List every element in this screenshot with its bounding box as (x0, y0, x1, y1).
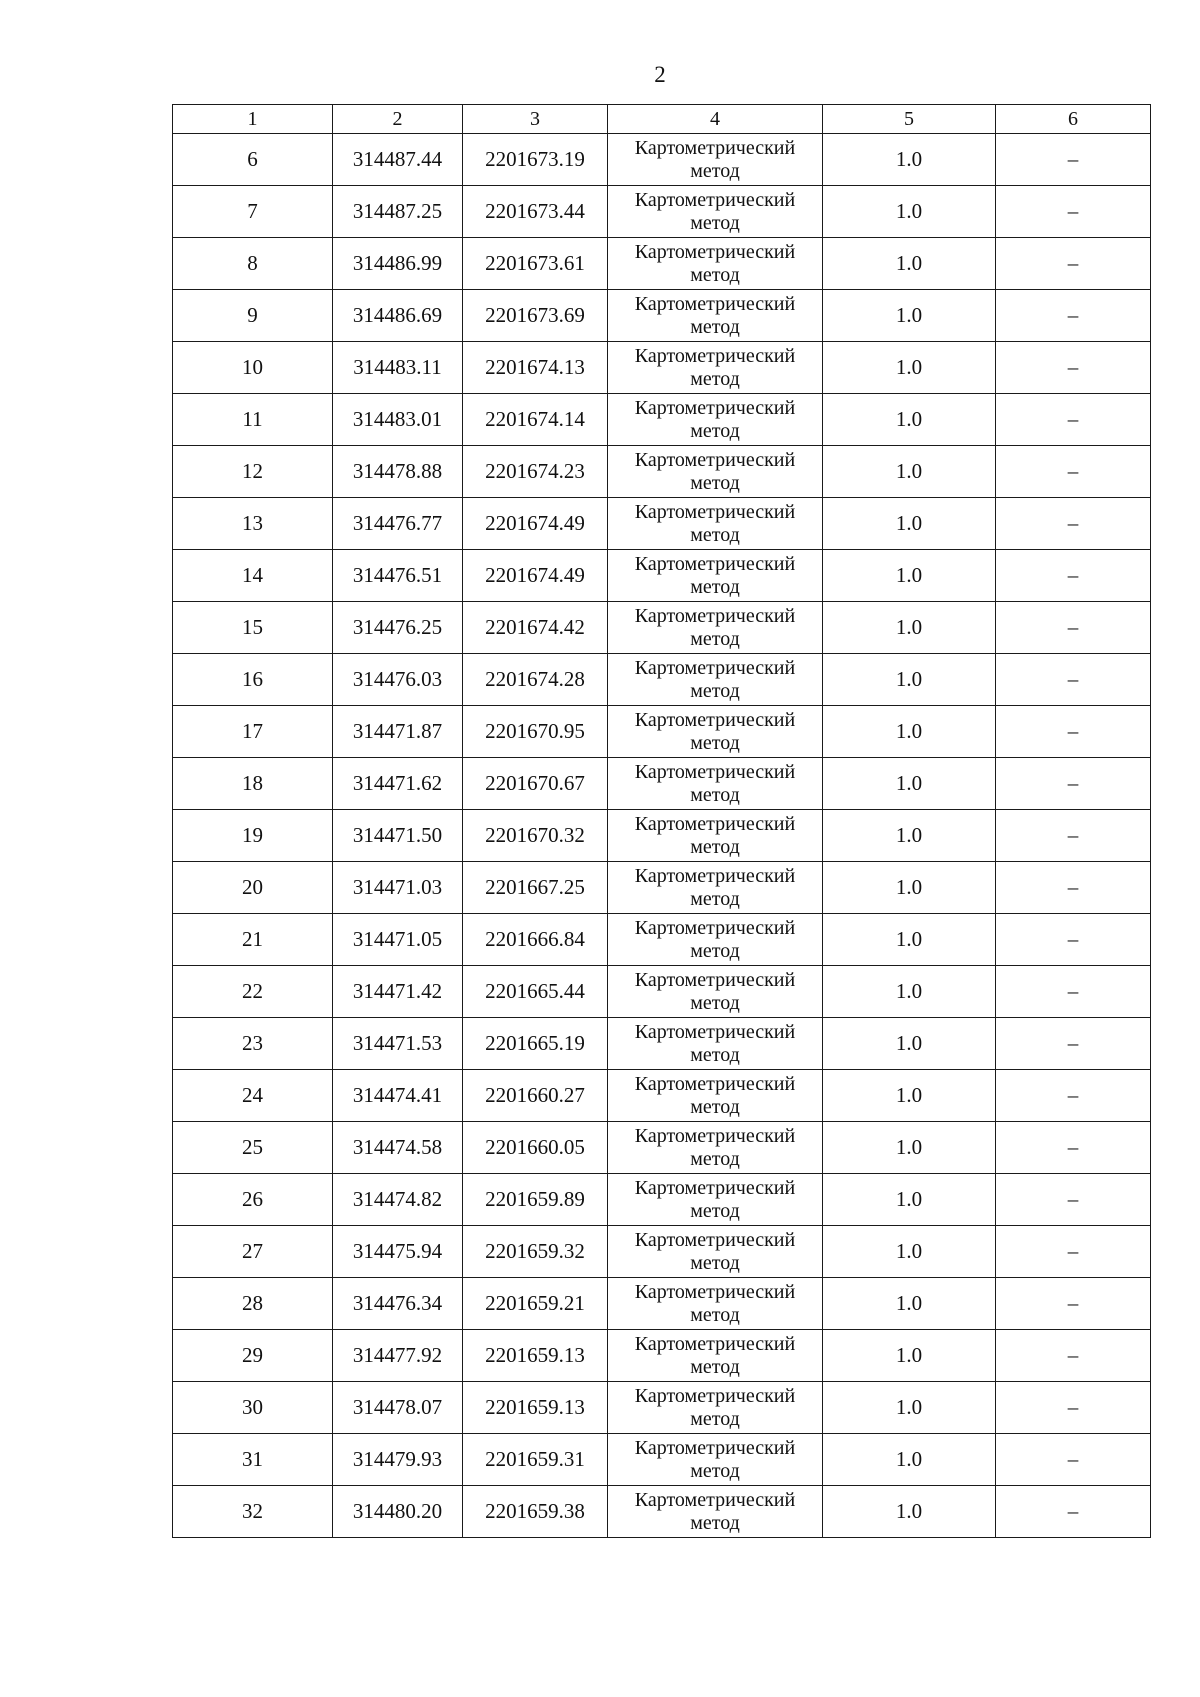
method-label-line1: Картометрический (634, 500, 796, 523)
method-label-line2: метод (690, 263, 740, 286)
coord-y-cell: 2201659.13 (463, 1382, 608, 1434)
note-cell: – (996, 1486, 1151, 1538)
table-row (173, 446, 1151, 498)
method-label-line1: Картометрический (634, 136, 796, 159)
table-row (173, 1122, 1151, 1174)
note-cell: – (996, 914, 1151, 966)
method-cell (608, 1382, 823, 1434)
table-row (173, 1226, 1151, 1278)
coord-y-cell: 2201674.13 (463, 342, 608, 394)
point-number-cell: 11 (173, 394, 333, 446)
coord-y-cell: 2201673.44 (463, 186, 608, 238)
coord-x-cell: 314471.05 (333, 914, 463, 966)
method-label-line1: Картометрический (634, 396, 796, 419)
method-label-line1: Картометрический (634, 1280, 796, 1303)
method-label-line2: метод (690, 731, 740, 754)
coordinates-table (172, 104, 1151, 1538)
point-number-cell: 6 (173, 134, 333, 186)
coord-x-cell: 314471.50 (333, 810, 463, 862)
coord-x-cell: 314486.69 (333, 290, 463, 342)
method-cell (608, 498, 823, 550)
method-label-line1: Картометрический (634, 812, 796, 835)
method-label-line2: метод (690, 1355, 740, 1378)
method-label-line2: метод (690, 367, 740, 390)
accuracy-cell: 1.0 (823, 1018, 996, 1070)
point-number-cell: 26 (173, 1174, 333, 1226)
method-cell (608, 1226, 823, 1278)
coord-y-cell: 2201674.14 (463, 394, 608, 446)
coord-y-cell: 2201660.05 (463, 1122, 608, 1174)
coord-x-cell: 314478.07 (333, 1382, 463, 1434)
method-label-line1: Картометрический (634, 1228, 796, 1251)
method-cell (608, 966, 823, 1018)
coord-x-cell: 314475.94 (333, 1226, 463, 1278)
point-number-cell: 8 (173, 238, 333, 290)
coord-y-cell: 2201659.21 (463, 1278, 608, 1330)
method-label-line1: Картометрический (634, 604, 796, 627)
coord-y-cell: 2201659.13 (463, 1330, 608, 1382)
column-header: 3 (463, 105, 608, 134)
method-label-line2: метод (690, 1407, 740, 1430)
coord-x-cell: 314474.41 (333, 1070, 463, 1122)
method-label-line2: метод (690, 471, 740, 494)
coord-y-cell: 2201674.49 (463, 498, 608, 550)
accuracy-cell: 1.0 (823, 706, 996, 758)
table-row (173, 1330, 1151, 1382)
method-label-line2: метод (690, 1199, 740, 1222)
coord-x-cell: 314471.42 (333, 966, 463, 1018)
coord-y-cell: 2201674.49 (463, 550, 608, 602)
point-number-cell: 12 (173, 446, 333, 498)
note-cell: – (996, 1434, 1151, 1486)
coord-x-cell: 314476.77 (333, 498, 463, 550)
method-cell (608, 1486, 823, 1538)
point-number-cell: 23 (173, 1018, 333, 1070)
point-number-cell: 29 (173, 1330, 333, 1382)
method-cell (608, 1018, 823, 1070)
note-cell: – (996, 758, 1151, 810)
point-number-cell: 30 (173, 1382, 333, 1434)
point-number-cell: 22 (173, 966, 333, 1018)
column-header: 1 (173, 105, 333, 134)
coord-y-cell: 2201673.19 (463, 134, 608, 186)
method-cell (608, 1434, 823, 1486)
point-number-cell: 9 (173, 290, 333, 342)
coord-x-cell: 314471.87 (333, 706, 463, 758)
point-number-cell: 15 (173, 602, 333, 654)
coord-x-cell: 314471.62 (333, 758, 463, 810)
accuracy-cell: 1.0 (823, 1122, 996, 1174)
method-cell (608, 862, 823, 914)
note-cell: – (996, 550, 1151, 602)
point-number-cell: 13 (173, 498, 333, 550)
note-cell: – (996, 1174, 1151, 1226)
accuracy-cell: 1.0 (823, 914, 996, 966)
coord-x-cell: 314486.99 (333, 238, 463, 290)
point-number-cell: 31 (173, 1434, 333, 1486)
note-cell: – (996, 290, 1151, 342)
method-label-line2: метод (690, 991, 740, 1014)
method-cell (608, 810, 823, 862)
method-label-line1: Картометрический (634, 1176, 796, 1199)
column-header: 6 (996, 105, 1151, 134)
table-row (173, 1018, 1151, 1070)
coord-y-cell: 2201659.89 (463, 1174, 608, 1226)
method-cell (608, 394, 823, 446)
table-row (173, 550, 1151, 602)
table-row (173, 1486, 1151, 1538)
method-label-line1: Картометрический (634, 344, 796, 367)
coord-x-cell: 314476.51 (333, 550, 463, 602)
table-row (173, 342, 1151, 394)
table-row (173, 1382, 1151, 1434)
method-cell (608, 238, 823, 290)
note-cell: – (996, 1330, 1151, 1382)
point-number-cell: 20 (173, 862, 333, 914)
note-cell: – (996, 342, 1151, 394)
table-row (173, 914, 1151, 966)
column-header: 4 (608, 105, 823, 134)
note-cell: – (996, 238, 1151, 290)
coord-y-cell: 2201670.67 (463, 758, 608, 810)
note-cell: – (996, 654, 1151, 706)
method-label-line2: метод (690, 783, 740, 806)
table-row (173, 810, 1151, 862)
coord-y-cell: 2201665.19 (463, 1018, 608, 1070)
method-label-line1: Картометрический (634, 1488, 796, 1511)
point-number-cell: 25 (173, 1122, 333, 1174)
table-row (173, 134, 1151, 186)
coord-y-cell: 2201674.23 (463, 446, 608, 498)
coord-y-cell: 2201673.69 (463, 290, 608, 342)
coord-x-cell: 314477.92 (333, 1330, 463, 1382)
method-label-line1: Картометрический (634, 448, 796, 471)
method-cell (608, 706, 823, 758)
method-cell (608, 186, 823, 238)
coord-y-cell: 2201659.32 (463, 1226, 608, 1278)
point-number-cell: 28 (173, 1278, 333, 1330)
table-row (173, 966, 1151, 1018)
accuracy-cell: 1.0 (823, 342, 996, 394)
accuracy-cell: 1.0 (823, 1174, 996, 1226)
coord-y-cell: 2201674.28 (463, 654, 608, 706)
method-label-line1: Картометрический (634, 656, 796, 679)
accuracy-cell: 1.0 (823, 758, 996, 810)
method-cell (608, 1330, 823, 1382)
coord-y-cell: 2201674.42 (463, 602, 608, 654)
note-cell: – (996, 1226, 1151, 1278)
method-cell (608, 1070, 823, 1122)
method-label-line1: Картометрический (634, 1072, 796, 1095)
method-label-line2: метод (690, 211, 740, 234)
accuracy-cell: 1.0 (823, 966, 996, 1018)
coord-x-cell: 314483.01 (333, 394, 463, 446)
method-cell (608, 1278, 823, 1330)
coord-y-cell: 2201660.27 (463, 1070, 608, 1122)
method-label-line1: Картометрический (634, 968, 796, 991)
accuracy-cell: 1.0 (823, 1070, 996, 1122)
coord-x-cell: 314487.25 (333, 186, 463, 238)
method-label-line1: Картометрический (634, 188, 796, 211)
note-cell: – (996, 810, 1151, 862)
note-cell: – (996, 394, 1151, 446)
note-cell: – (996, 862, 1151, 914)
method-label-line1: Картометрический (634, 292, 796, 315)
method-label-line2: метод (690, 523, 740, 546)
note-cell: – (996, 1382, 1151, 1434)
method-label-line1: Картометрический (634, 1020, 796, 1043)
coord-x-cell: 314487.44 (333, 134, 463, 186)
method-label-line1: Картометрический (634, 552, 796, 575)
coord-x-cell: 314476.25 (333, 602, 463, 654)
column-header: 5 (823, 105, 996, 134)
accuracy-cell: 1.0 (823, 550, 996, 602)
table-row (173, 498, 1151, 550)
accuracy-cell: 1.0 (823, 862, 996, 914)
point-number-cell: 16 (173, 654, 333, 706)
method-cell (608, 342, 823, 394)
point-number-cell: 21 (173, 914, 333, 966)
method-label-line2: метод (690, 419, 740, 442)
page-number: 2 (654, 62, 666, 87)
coord-x-cell: 314479.93 (333, 1434, 463, 1486)
accuracy-cell: 1.0 (823, 602, 996, 654)
accuracy-cell: 1.0 (823, 1434, 996, 1486)
method-label-line2: метод (690, 1303, 740, 1326)
table-row (173, 1174, 1151, 1226)
method-label-line2: метод (690, 1043, 740, 1066)
coord-x-cell: 314471.03 (333, 862, 463, 914)
method-label-line1: Картометрический (634, 1436, 796, 1459)
method-cell (608, 914, 823, 966)
table-header-row (173, 105, 1151, 134)
column-header: 2 (333, 105, 463, 134)
coord-x-cell: 314474.82 (333, 1174, 463, 1226)
note-cell: – (996, 1070, 1151, 1122)
table-row (173, 1070, 1151, 1122)
coord-y-cell: 2201666.84 (463, 914, 608, 966)
table-row (173, 1434, 1151, 1486)
point-number-cell: 19 (173, 810, 333, 862)
method-label-line2: метод (690, 939, 740, 962)
accuracy-cell: 1.0 (823, 394, 996, 446)
coord-x-cell: 314476.03 (333, 654, 463, 706)
note-cell: – (996, 498, 1151, 550)
coord-y-cell: 2201670.32 (463, 810, 608, 862)
method-cell (608, 290, 823, 342)
coord-x-cell: 314480.20 (333, 1486, 463, 1538)
note-cell: – (996, 134, 1151, 186)
note-cell: – (996, 706, 1151, 758)
method-label-line1: Картометрический (634, 708, 796, 731)
table-row (173, 238, 1151, 290)
table-row (173, 186, 1151, 238)
coord-x-cell: 314483.11 (333, 342, 463, 394)
point-number-cell: 14 (173, 550, 333, 602)
method-label-line1: Картометрический (634, 916, 796, 939)
accuracy-cell: 1.0 (823, 1486, 996, 1538)
accuracy-cell: 1.0 (823, 186, 996, 238)
accuracy-cell: 1.0 (823, 810, 996, 862)
method-label-line1: Картометрический (634, 1384, 796, 1407)
table-row (173, 654, 1151, 706)
point-number-cell: 32 (173, 1486, 333, 1538)
note-cell: – (996, 966, 1151, 1018)
coord-x-cell: 314474.58 (333, 1122, 463, 1174)
point-number-cell: 18 (173, 758, 333, 810)
coord-y-cell: 2201667.25 (463, 862, 608, 914)
method-label-line2: метод (690, 627, 740, 650)
method-label-line2: метод (690, 1095, 740, 1118)
method-label-line2: метод (690, 575, 740, 598)
note-cell: – (996, 602, 1151, 654)
accuracy-cell: 1.0 (823, 654, 996, 706)
method-cell (608, 1122, 823, 1174)
table-row (173, 706, 1151, 758)
method-cell (608, 602, 823, 654)
accuracy-cell: 1.0 (823, 498, 996, 550)
method-label-line1: Картометрический (634, 864, 796, 887)
table-row (173, 758, 1151, 810)
method-cell (608, 1174, 823, 1226)
accuracy-cell: 1.0 (823, 1330, 996, 1382)
coord-y-cell: 2201673.61 (463, 238, 608, 290)
point-number-cell: 24 (173, 1070, 333, 1122)
table-row (173, 1278, 1151, 1330)
method-cell (608, 758, 823, 810)
accuracy-cell: 1.0 (823, 290, 996, 342)
accuracy-cell: 1.0 (823, 238, 996, 290)
table-row (173, 862, 1151, 914)
coord-x-cell: 314471.53 (333, 1018, 463, 1070)
note-cell: – (996, 1278, 1151, 1330)
point-number-cell: 17 (173, 706, 333, 758)
method-label-line1: Картометрический (634, 1332, 796, 1355)
accuracy-cell: 1.0 (823, 1226, 996, 1278)
method-label-line2: метод (690, 1251, 740, 1274)
method-cell (608, 550, 823, 602)
coord-y-cell: 2201659.38 (463, 1486, 608, 1538)
method-label-line1: Картометрический (634, 240, 796, 263)
table-row (173, 602, 1151, 654)
method-label-line2: метод (690, 835, 740, 858)
note-cell: – (996, 1018, 1151, 1070)
method-label-line2: метод (690, 159, 740, 182)
table-row (173, 394, 1151, 446)
note-cell: – (996, 186, 1151, 238)
accuracy-cell: 1.0 (823, 1382, 996, 1434)
note-cell: – (996, 1122, 1151, 1174)
method-label-line1: Картометрический (634, 760, 796, 783)
accuracy-cell: 1.0 (823, 1278, 996, 1330)
method-label-line2: метод (690, 1511, 740, 1534)
note-cell: – (996, 446, 1151, 498)
method-cell (608, 134, 823, 186)
accuracy-cell: 1.0 (823, 446, 996, 498)
coord-y-cell: 2201665.44 (463, 966, 608, 1018)
accuracy-cell: 1.0 (823, 134, 996, 186)
method-label-line2: метод (690, 887, 740, 910)
coord-y-cell: 2201670.95 (463, 706, 608, 758)
method-cell (608, 446, 823, 498)
method-label-line2: метод (690, 1459, 740, 1482)
point-number-cell: 10 (173, 342, 333, 394)
method-label-line1: Картометрический (634, 1124, 796, 1147)
coord-x-cell: 314476.34 (333, 1278, 463, 1330)
coord-y-cell: 2201659.31 (463, 1434, 608, 1486)
method-label-line2: метод (690, 315, 740, 338)
point-number-cell: 27 (173, 1226, 333, 1278)
point-number-cell: 7 (173, 186, 333, 238)
table-row (173, 290, 1151, 342)
method-label-line2: метод (690, 679, 740, 702)
method-cell (608, 654, 823, 706)
method-label-line2: метод (690, 1147, 740, 1170)
coord-x-cell: 314478.88 (333, 446, 463, 498)
